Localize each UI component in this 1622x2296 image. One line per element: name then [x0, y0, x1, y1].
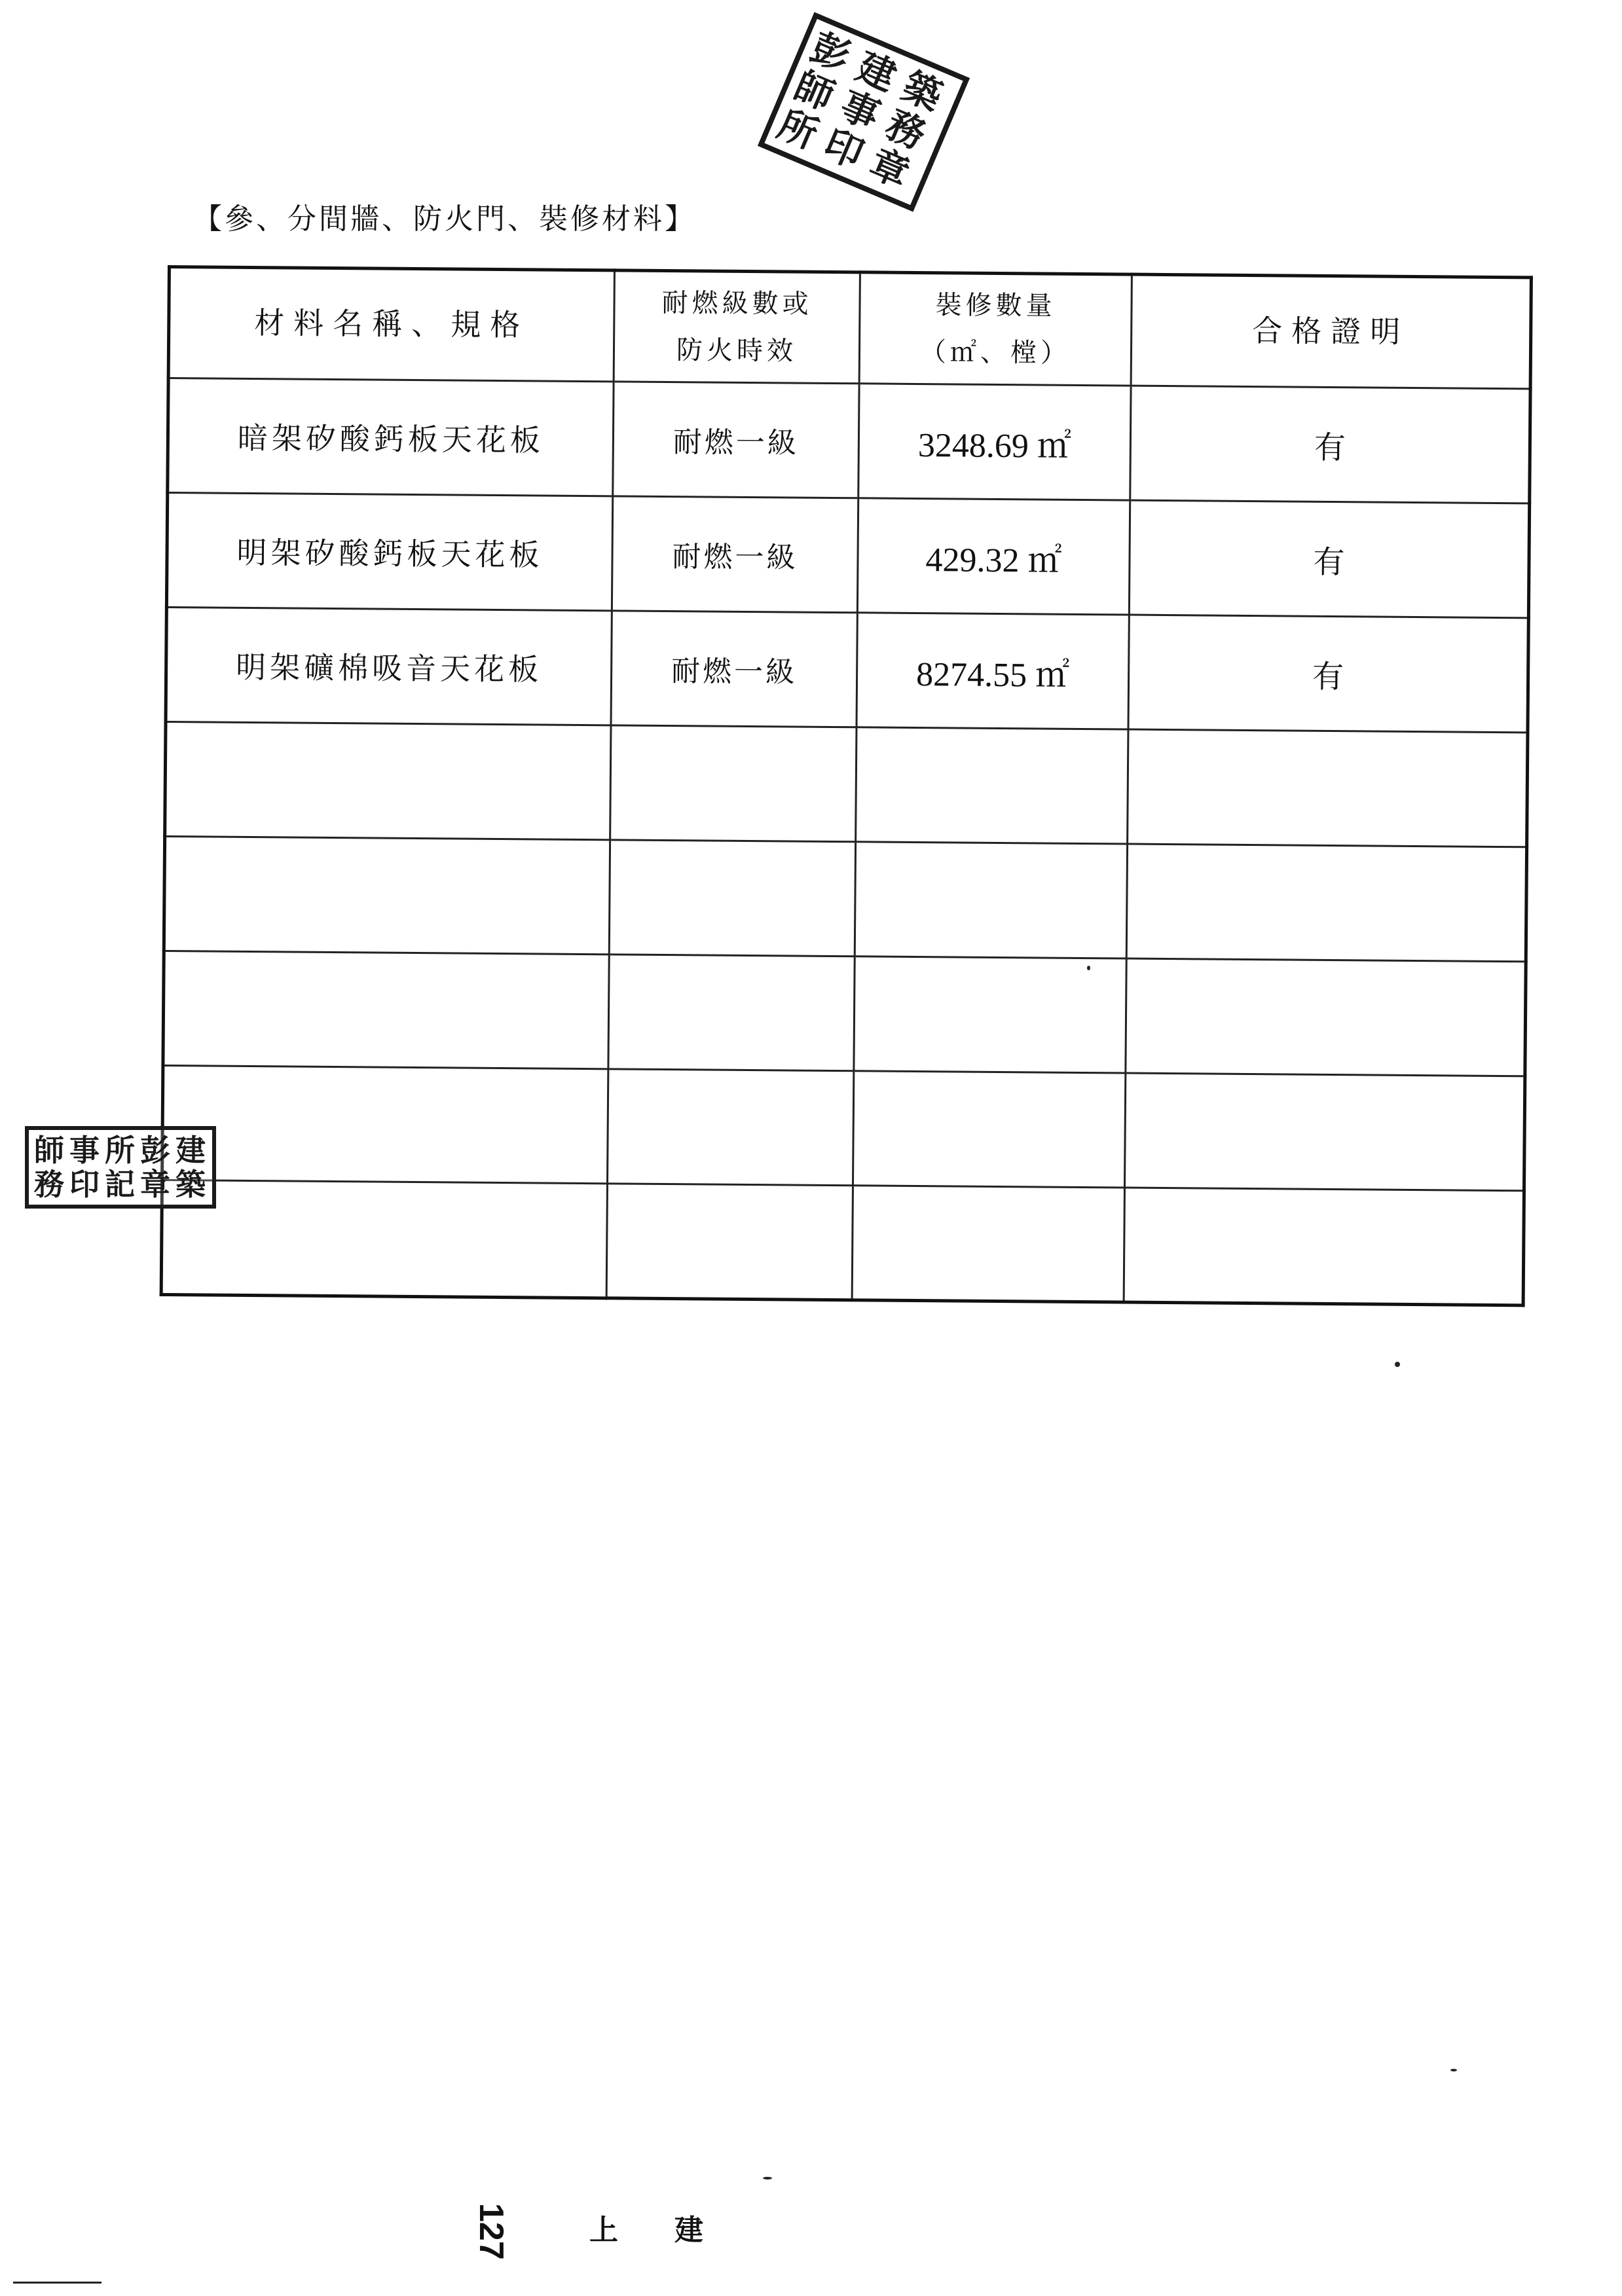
quantity-cell — [853, 1071, 1125, 1188]
fire-grade-cell — [609, 840, 855, 957]
certificate-cell — [1124, 1188, 1524, 1305]
seal-char: 所 — [105, 1133, 135, 1168]
table-row — [166, 493, 1529, 618]
seal-char: 務 — [879, 101, 932, 158]
material-name-cell: 明架矽酸鈣板天花板 — [166, 493, 612, 611]
scan-speck — [763, 2177, 772, 2179]
seal-char: 印 — [69, 1167, 100, 1202]
quantity-cell — [852, 1186, 1124, 1302]
seal-char: 師 — [34, 1133, 64, 1168]
table-row — [164, 836, 1526, 961]
quantity-cell — [856, 727, 1128, 844]
fire-grade-cell — [610, 725, 857, 842]
seal-char: 章 — [140, 1167, 170, 1202]
table-row — [162, 1065, 1525, 1190]
side-seal-stamp — [25, 1126, 216, 1209]
certificate-cell — [1128, 729, 1528, 847]
table-row — [165, 721, 1528, 847]
seal-char: 築 — [896, 63, 949, 120]
fire-grade-cell: 耐燃一級 — [612, 496, 858, 613]
seal-char: 務 — [34, 1167, 64, 1202]
section-title: 【參、分間牆、防火門、裝修材料】 — [193, 202, 696, 236]
seal-char: 章 — [863, 140, 916, 196]
seal-char: 印 — [817, 120, 870, 177]
quantity-cell: 429.32 ㎡ — [857, 498, 1130, 615]
table-row — [166, 608, 1528, 733]
header-material-name: 材料名稱、規格 — [168, 267, 614, 382]
seal-char: 事 — [69, 1133, 100, 1168]
material-name-cell — [164, 836, 610, 954]
seal-char: 建 — [175, 1133, 206, 1168]
materials-table — [160, 265, 1533, 1307]
certificate-cell — [1126, 958, 1526, 1076]
quantity-cell — [855, 842, 1127, 958]
header-certificate: 合格證明 — [1131, 274, 1531, 389]
seal-char: 建 — [850, 44, 903, 100]
scan-speck — [1087, 966, 1090, 970]
table-row — [168, 378, 1530, 503]
header-fire-grade — [614, 270, 860, 384]
seal-char: 築 — [175, 1167, 206, 1202]
header-fire-grade-line2: 防火時效 — [676, 335, 798, 367]
page-number: 127 — [472, 2203, 510, 2260]
header-quantity-line2: （㎡、樘） — [919, 337, 1071, 369]
quantity-cell: 8274.55 ㎡ — [857, 613, 1129, 729]
seal-char: 記 — [105, 1167, 135, 1202]
header-quantity-line1: 裝修數量 — [935, 290, 1056, 321]
footer-mark: 建 — [674, 2214, 703, 2247]
header-fire-grade-line1: 耐燃級數或 — [661, 287, 813, 319]
material-name-cell: 明架礦棉吸音天花板 — [166, 608, 612, 725]
scan-speck — [1395, 1362, 1400, 1367]
table-row — [161, 1180, 1524, 1305]
scan-speck — [1450, 2069, 1457, 2071]
material-name-cell — [163, 951, 609, 1068]
certificate-cell: 有 — [1130, 386, 1530, 503]
certificate-cell: 有 — [1128, 615, 1528, 733]
fire-grade-cell: 耐燃一級 — [611, 611, 857, 727]
certificate-cell — [1126, 844, 1526, 962]
fire-grade-cell — [608, 955, 855, 1071]
material-name-cell — [162, 1065, 608, 1183]
header-quantity — [859, 272, 1132, 386]
fire-grade-cell — [608, 1069, 854, 1186]
footer-rule — [13, 2282, 101, 2284]
table-row — [163, 951, 1526, 1076]
seal-char: 所 — [771, 101, 824, 158]
material-name-cell: 暗架矽酸鈣板天花板 — [168, 378, 614, 496]
certificate-cell — [1124, 1073, 1524, 1191]
seal-char: 彭 — [804, 24, 857, 81]
fire-grade-cell — [606, 1184, 853, 1300]
seal-char: 彭 — [140, 1133, 170, 1168]
footer-mark: 上 — [589, 2214, 618, 2247]
material-name-cell — [161, 1180, 607, 1298]
fire-grade-cell: 耐燃一級 — [613, 382, 859, 498]
table-header-row — [168, 267, 1531, 389]
quantity-cell: 3248.69 ㎡ — [858, 384, 1131, 500]
certificate-cell: 有 — [1129, 500, 1529, 618]
seal-char: 師 — [788, 63, 841, 119]
seal-char: 事 — [834, 82, 887, 139]
quantity-cell — [854, 957, 1126, 1073]
official-seal-stamp — [758, 12, 970, 211]
material-name-cell — [165, 721, 611, 839]
